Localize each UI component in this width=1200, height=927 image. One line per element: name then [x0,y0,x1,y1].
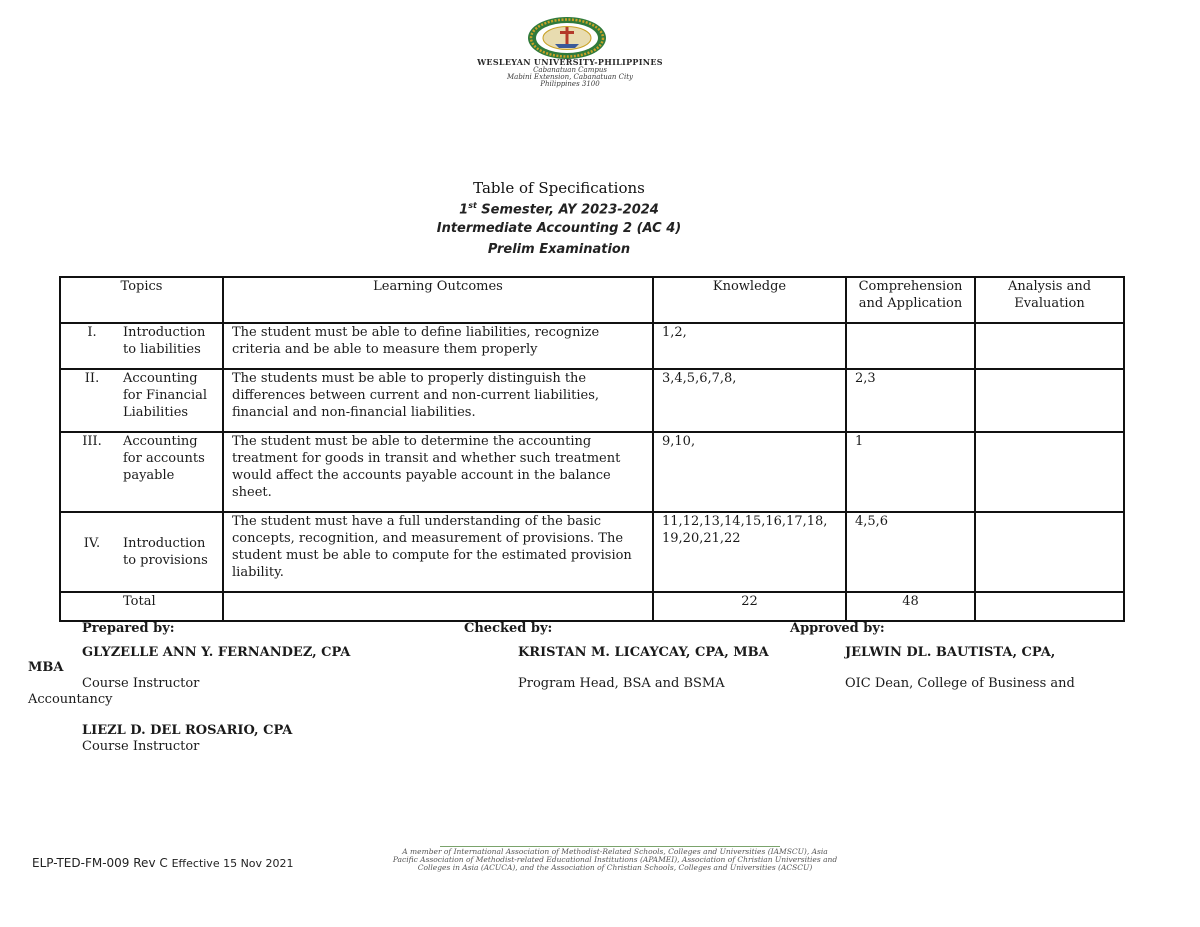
university-campus: Cabanatuan Campus [533,66,607,74]
semester-number: 1 [459,202,469,218]
semester-line [359,201,759,217]
checked-by-label: Checked by: [464,621,553,636]
footer-divider [440,846,780,847]
specifications-table [59,276,1125,622]
prepared-by-label: Prepared by: [82,621,175,636]
semester-text: Semester, AY 2023-2024 [476,202,659,218]
university-country: Philippines 3100 [540,80,600,88]
approver-name: JELWIN DL. BAUTISTA, CPA, [845,645,1056,660]
learning-outcome: The student must be able to determine the accounting treatment for goods in transit and whether such treatment would affect the accounts payable account in the balance sheet. [223,432,653,512]
topic-number: II. [84,371,100,386]
knowledge-items: 1,2, [653,323,846,369]
total-comprehension: 48 [846,592,975,621]
topic-number: III. [82,434,102,449]
comprehension-items: 4,5,6 [846,512,975,592]
course-title: Intermediate Accounting 2 (AC 4) [436,221,682,236]
table-row [60,323,1124,369]
header-analysis: Analysis and Evaluation [975,277,1124,323]
table-total-row [60,592,1124,621]
preparer1-name: GLYZELLE ANN Y. FERNANDEZ, CPA [82,645,351,660]
topic-name: Accounting for Financial Liabilities [123,371,208,420]
form-effective-date: Effective 15 Nov 2021 [171,857,294,870]
approved-by-label: Approved by: [790,621,885,636]
header-knowledge: Knowledge [653,277,846,323]
topic-cell [60,432,223,512]
analysis-items [975,512,1124,592]
exam-title: Prelim Examination [487,242,631,257]
topic-name: Introduction to provisions [123,536,208,568]
preparer1-name-wrap: MBA [28,660,64,675]
accreditation-line-3: Colleges in Asia (ACUCA), and the Association of Christian Schools, Colleges and Universities (ACSCU) [417,864,813,872]
topic-cell [60,512,223,592]
header-topics: Topics [60,277,223,323]
total-knowledge: 22 [653,592,846,621]
header-learning-outcomes: Learning Outcomes [223,277,653,323]
topic-cell [60,323,223,369]
semester-superscript: st [468,201,477,210]
total-analysis [975,592,1124,621]
topic-number: I. [87,325,97,340]
total-outcome-cell [223,592,653,621]
document-title: Table of Specifications [473,179,645,197]
topic-number: IV. [83,536,101,551]
learning-outcome: The student must have a full understanding of the basic concepts, recognition, and measurement of provisions. The student must be able to compute for the estimated provision liability. [223,512,653,592]
analysis-items [975,369,1124,432]
approver-title-wrap: Accountancy [28,692,113,707]
topic-name: Introduction to liabilities [123,325,206,357]
accreditation-line-1: A member of International Association of Methodist-Related Schools, Colleges and Universities (IAMSCU), Asia [402,848,828,856]
table-row [60,512,1124,592]
approver-title: OIC Dean, College of Business and [845,676,1075,691]
preparer2-title: Course Instructor [82,739,200,754]
table-row [60,369,1124,432]
comprehension-items: 1 [846,432,975,512]
knowledge-items: 11,12,13,14,15,16,17,18, 19,20,21,22 [653,512,846,592]
comprehension-items: 2,3 [846,369,975,432]
checker-name: KRISTAN M. LICAYCAY, CPA, MBA [518,645,769,660]
form-revision: C [159,856,168,870]
university-name: WESLEYAN UNIVERSITY-PHILIPPINES [477,57,663,67]
topic-name: Accounting for accounts payable [123,434,205,483]
knowledge-items: 9,10, [653,432,846,512]
form-code [32,856,294,870]
comprehension-items [846,323,975,369]
analysis-items [975,323,1124,369]
preparer1-title: Course Instructor [82,676,200,691]
topic-cell [60,369,223,432]
university-address: Mabini Extension, Cabanatuan City [506,73,633,81]
preparer2-name: LIEZL D. DEL ROSARIO, CPA [82,723,293,738]
checker-title: Program Head, BSA and BSMA [518,676,725,691]
knowledge-items: 3,4,5,6,7,8, [653,369,846,432]
learning-outcome: The students must be able to properly distinguish the differences between current and non-current liabilities, financial and non-financial liabilities. [223,369,653,432]
total-label: Total [123,594,156,609]
university-seal-icon [527,16,607,60]
learning-outcome: The student must be able to define liabilities, recognize criteria and be able to measure them properly [223,323,653,369]
header-comprehension: Comprehension and Application [846,277,975,323]
table-row [60,432,1124,512]
form-code-text: ELP-TED-FM-009 Rev [32,856,156,870]
analysis-items [975,432,1124,512]
total-label-cell [60,592,223,621]
accreditation-line-2: Pacific Association of Methodist-related Educational Institutions (APAMEI), Association of Christian Universities and [392,856,838,864]
table-header-row [60,277,1124,323]
